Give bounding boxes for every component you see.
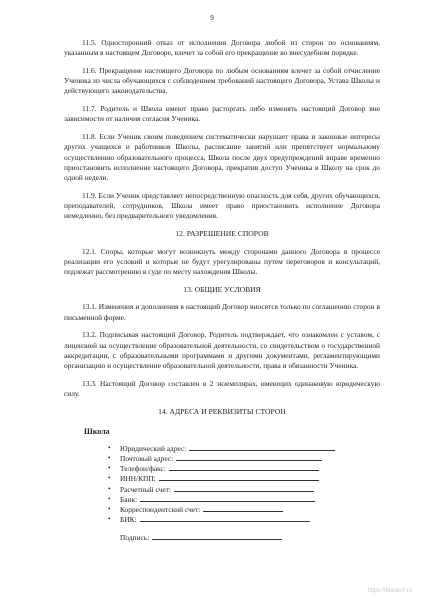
paragraph-11-9: 11.9. Если Ученик представляет непосредственную опасность для себя, других обучающихся, преподавателей, сотрудников, Школа имеет право приостановить исполнение Договора немедленно, без предварительного уведомления.: [64, 190, 380, 221]
fill-line: [159, 473, 319, 481]
paragraph-12-1: 12.1. Споры, которые могут возникнуть между сторонами данного Договора в процессе реализации его условий и которые не будут урегулированы путем переговоров и консультаций, подлежат рассмотрению в суде по месту нахождения Школы.: [64, 246, 380, 277]
paragraph-13-3: 13.3. Настоящий Договор составлен в 2 экземплярах, имеющих одинаковую юридическую силу.: [64, 378, 380, 399]
list-item: [64, 514, 380, 524]
bullet-icon: •: [108, 493, 111, 503]
party-title: Школа: [84, 426, 110, 436]
field-label: Корреспондентский счет:: [120, 504, 201, 514]
field-label: Почтовый адрес:: [120, 454, 174, 463]
section-12: [64, 229, 380, 277]
signature-fill-line: [152, 532, 282, 540]
field-label: БИК:: [120, 515, 137, 525]
fill-line: [174, 484, 314, 492]
signature-label: Подпись:: [120, 533, 150, 543]
field-label: Юридический адрес:: [120, 443, 187, 453]
bullet-icon: •: [108, 503, 111, 513]
signature-line: [64, 532, 380, 543]
bullet-icon: •: [108, 442, 111, 452]
document-body: [64, 38, 380, 543]
list-item: [64, 504, 380, 514]
field-label: Расчетный счет:: [120, 484, 171, 494]
section-heading: 12. РАЗРЕШЕНИЕ СПОРОВ: [175, 229, 269, 239]
paragraph-11-6: 11.6. Прекращение настоящего Договора по любым основаниям влечет за собой отчисление Ученика из числа обучающихся с соблюдением требований настоящего Договора, Устава Школы и действующего законодательства.: [64, 66, 380, 96]
list-item: [64, 463, 380, 473]
bullet-icon: •: [108, 463, 111, 473]
fill-line: [169, 463, 319, 471]
requisites-list: [64, 443, 380, 525]
paragraph-11-7: 11.7. Родитель и Школа имеют право расторгать либо изменять настоящий Договор вне зависимости от наличия согласия Ученика.: [64, 104, 380, 124]
bullet-icon: •: [108, 483, 111, 493]
field-label: Банк:: [120, 494, 138, 504]
paragraph-11-5: 11.5. Односторонний отказ от исполнения Договора любой из сторон по основаниям, указанным в настоящем Договоре, влечет за собой его прекращение во внесудебном порядке.: [64, 38, 380, 58]
page-number: 9: [210, 14, 214, 22]
field-label: Телефон/факс:: [120, 464, 166, 474]
watermark: https://blankof.ru: [367, 588, 412, 594]
paragraph-13-2: 13.2. Подписывая настоящий Договор, Родитель подтверждает, что ознакомлен с уставом, с лицензией на осуществление образовательной деятельности, со свидетельством о государственной аккредитации, с образовательными программами и другими документами, регламентирующими организацию и осуществление образовательной деятельности, права и обязанности Ученика.: [64, 330, 380, 371]
section-13: [64, 285, 380, 399]
fill-line: [140, 494, 315, 502]
bullet-icon: •: [108, 514, 111, 524]
paragraph-11-8: 11.8. Если Ученик своим поведением систематически нарушает права и законные интересы других учащихся и работников Школы, расписание занятий или препятствует нормальному осуществлению образовательного процесса, Школа после двух предупреждений вправе временно приостановить исполнение настоящего Договора, прекратив доступ Ученика в Школу на срок до одной недели.: [64, 132, 380, 183]
section-11-continued: [64, 38, 380, 221]
section-heading: 13. ОБЩИЕ УСЛОВИЯ: [183, 284, 261, 294]
fill-line: [176, 453, 322, 461]
section-heading: 14. АДРЕСА И РЕКВИЗИТЫ СТОРОН: [158, 406, 286, 416]
section-14: [64, 407, 380, 544]
paragraph-13-1: 13.1. Изменения и дополнения в настоящий Договор вносятся только по соглашению сторон в письменной форме.: [64, 302, 380, 322]
bullet-icon: •: [108, 453, 111, 462]
list-item: [64, 453, 380, 463]
field-label: ИНН/КПП:: [120, 474, 156, 484]
list-item: [64, 484, 380, 494]
fill-line: [140, 514, 310, 522]
fill-line: [189, 443, 335, 451]
bullet-icon: •: [108, 473, 111, 483]
list-item: [64, 473, 380, 483]
fill-line: [203, 504, 283, 512]
list-item: [64, 494, 380, 504]
list-item: [64, 443, 380, 453]
